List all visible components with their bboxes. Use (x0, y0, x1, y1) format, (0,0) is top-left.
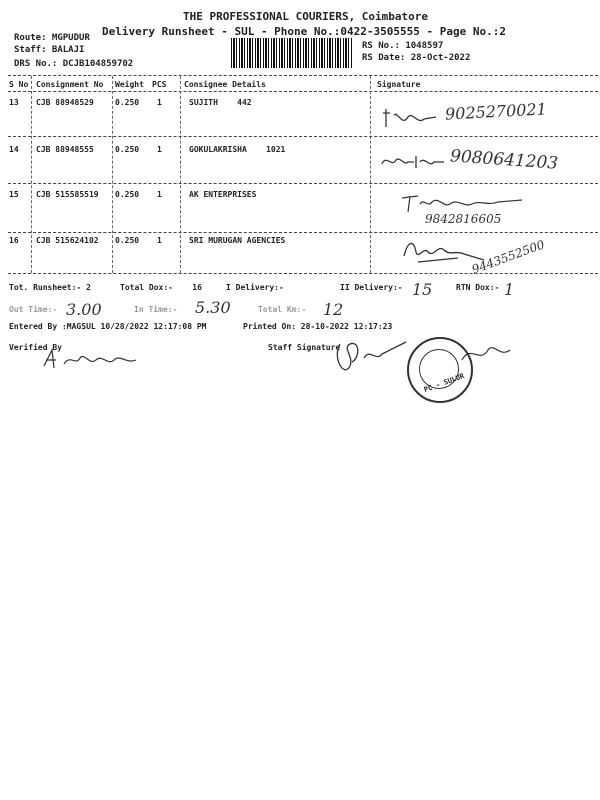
row-pcs: 1 (157, 190, 162, 199)
row-pcs: 1 (157, 145, 162, 154)
row-consignment: CJB 515585519 (36, 190, 99, 199)
rs-number: RS No.: 1048597 (362, 41, 444, 51)
col-header-pcs: PCS (152, 80, 167, 89)
row-signature: 9025270021 (444, 99, 548, 124)
table-bottom-rule (8, 273, 598, 274)
col-divider (112, 76, 113, 273)
col-header-consignee: Consignee Details (184, 80, 266, 89)
col-divider (370, 76, 371, 273)
verified-signature (40, 346, 140, 374)
table-top-rule (8, 75, 598, 76)
table-header-rule (8, 91, 598, 92)
col-header-consignment: Consignment No (36, 80, 104, 89)
total-runsheet: Tot. Runsheet:- 2 (9, 283, 91, 292)
row-consignee: GOKULAKRISHA 1021 (189, 145, 286, 154)
i-delivery: I Delivery:- (226, 283, 284, 292)
row-signature: 9443552500 (469, 237, 547, 277)
row-weight: 0.250 (115, 98, 140, 107)
rtn-dox: RTN Dox:- (456, 283, 500, 292)
ii-delivery-value: 15 (412, 280, 433, 299)
verified-by-label: Verified By (9, 343, 62, 352)
printed-on: Printed On: 28-10-2022 12:17:23 (243, 322, 393, 331)
row-sno: 14 (9, 145, 19, 154)
row-rule (8, 183, 598, 184)
row-sno: 15 (9, 190, 19, 199)
row-sno: 13 (9, 98, 19, 107)
total-dox: Total Dox:- 16 (120, 283, 202, 292)
total-km-label: Total Km:- (258, 305, 307, 314)
row-consignee: SUJITH 442 (189, 98, 252, 107)
rtn-dox-value: 1 (504, 280, 515, 299)
row-consignment: CJB 88948555 (36, 145, 94, 154)
col-header-signature: Signature (377, 80, 421, 89)
staff: Staff: BALAJI (14, 45, 85, 55)
route: Route: MGPUDUR (14, 33, 90, 43)
ii-delivery: II Delivery:- (340, 283, 403, 292)
row-weight: 0.250 (115, 236, 140, 245)
row-consignee: SRI MURUGAN AGENCIES (189, 236, 286, 245)
row-weight: 0.250 (115, 190, 140, 199)
row-consignment: CJB 88948529 (36, 98, 94, 107)
signature-scribble (378, 150, 448, 175)
stamp-scribble (460, 340, 520, 370)
col-divider (31, 76, 32, 273)
row-consignee: AK ENTERPRISES (189, 190, 257, 199)
row-weight: 0.250 (115, 145, 140, 154)
row-pcs: 1 (157, 236, 162, 245)
company-name: THE PROFESSIONAL COURIERS, Coimbatore (183, 10, 429, 23)
runsheet-title: Delivery Runsheet - SUL - Phone No.:0422-3505555 - Page No.:2 (102, 25, 506, 38)
drs-number: DRS No.: DCJB104859702 (14, 59, 134, 69)
col-header-sno: S No (9, 80, 29, 89)
staff-signature (330, 338, 410, 382)
row-rule (8, 136, 598, 137)
row-signature: 9842816605 (425, 212, 502, 226)
barcode (231, 38, 353, 68)
row-pcs: 1 (157, 98, 162, 107)
out-time-value: 3.00 (66, 300, 102, 319)
signature-scribble (398, 190, 528, 214)
staff-signature-label: Staff Signature (268, 343, 341, 352)
in-time-label: In Time:- (134, 305, 178, 314)
in-time-value: 5.30 (195, 298, 231, 317)
stamp-text: PC - SULUR (422, 372, 466, 394)
entered-by: Entered By :MAGSUL 10/28/2022 12:17:08 PM (9, 322, 207, 331)
row-consignment: CJB 515624102 (36, 236, 99, 245)
row-sno: 16 (9, 236, 19, 245)
total-km-value: 12 (323, 300, 344, 319)
row-signature: 9080641203 (449, 146, 559, 174)
out-time-label: Out Time:- (9, 305, 58, 314)
col-divider (180, 76, 181, 273)
signature-scribble (380, 105, 440, 133)
rs-date: RS Date: 28-Oct-2022 (362, 53, 471, 63)
col-header-weight: Weight (115, 80, 144, 89)
row-rule (8, 232, 598, 233)
